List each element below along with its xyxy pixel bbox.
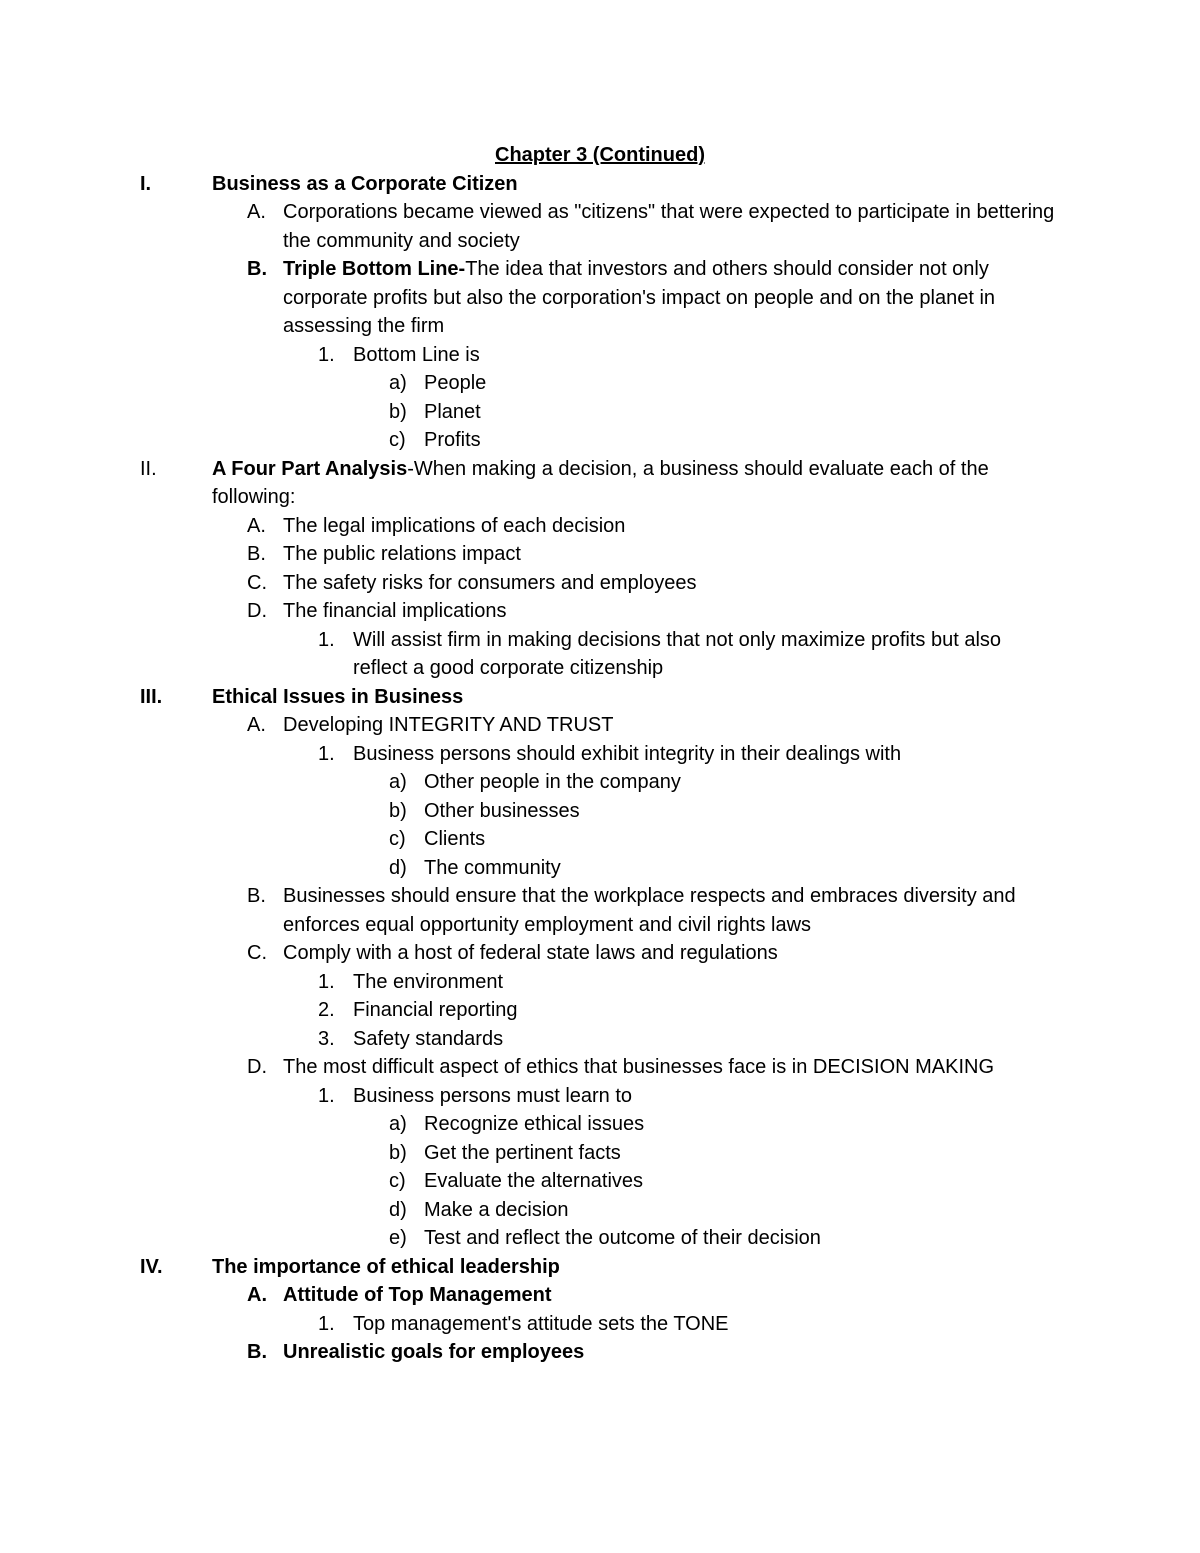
list-marker: 3. [318, 1027, 335, 1050]
list-item [0, 711, 1200, 740]
list-item-text: Evaluate the alternatives [424, 1170, 644, 1192]
list-marker: D. [247, 600, 267, 622]
list-marker: a) [389, 771, 407, 793]
list-marker: b) [389, 400, 407, 423]
list-item [0, 1139, 1200, 1168]
list-item-text: The safety risks for consumers and employees [283, 571, 697, 594]
list-marker: c) [389, 429, 406, 451]
page-title: Chapter 3 (Continued) [495, 144, 705, 166]
list-item-text: Comply with a host of federal state laws and regulations [283, 942, 778, 964]
list-item [0, 1110, 1200, 1139]
list-marker: C. [247, 571, 267, 594]
list-marker: c) [389, 828, 406, 850]
list-marker: 1. [318, 742, 335, 765]
list-item [0, 1281, 1200, 1310]
list-item-text: Top management's attitude sets the TONE [353, 1312, 729, 1335]
list-marker: D. [247, 1056, 267, 1078]
list-marker: b) [389, 799, 407, 822]
list-item [0, 426, 1200, 455]
list-item-text: Clients [424, 828, 486, 850]
section-title: The importance of ethical leadership [212, 1255, 560, 1278]
list-item-text: Will assist firm in making decisions that not only maximize profits but also reflect a good corporate citizenship [353, 628, 1002, 679]
section-title: Business as a Corporate Citizen [212, 172, 518, 195]
list-item [0, 1196, 1200, 1225]
list-marker: d) [389, 856, 407, 879]
list-marker: A. [247, 514, 266, 537]
list-item [0, 512, 1200, 541]
list-marker: 1. [318, 343, 335, 366]
list-marker: a) [389, 1113, 407, 1135]
list-marker: III. [140, 685, 163, 708]
list-item [0, 768, 1200, 797]
list-marker: b) [389, 1141, 407, 1164]
list-item-text: Bottom Line is [353, 343, 480, 366]
term: A Four Part Analysis [212, 457, 408, 480]
list-item-text: People [424, 372, 487, 394]
list-item [0, 1224, 1200, 1253]
list-item [0, 255, 1200, 341]
list-marker: B. [247, 543, 266, 565]
list-marker: B. [247, 1341, 267, 1363]
list-item [0, 1310, 1200, 1339]
list-item [0, 797, 1200, 826]
list-item-text: Developing INTEGRITY AND TRUST [283, 714, 614, 736]
list-item [0, 1025, 1200, 1054]
list-marker: A. [247, 1284, 267, 1306]
list-item-text: Attitude of Top Management [283, 1284, 552, 1306]
list-item [0, 996, 1200, 1025]
list-item [0, 968, 1200, 997]
list-item-text: The financial implications [283, 600, 507, 622]
list-item [0, 1053, 1200, 1082]
section-heading [0, 683, 1200, 712]
list-item [0, 740, 1200, 769]
list-marker: 1. [318, 628, 335, 651]
list-marker: B. [247, 258, 267, 280]
list-marker: B. [247, 885, 266, 907]
list-item-text: Unrealistic goals for employees [283, 1341, 585, 1363]
list-item-text: Safety standards [353, 1027, 504, 1050]
list-marker: 2. [318, 999, 335, 1021]
list-item [0, 626, 1200, 683]
list-marker: II. [140, 457, 157, 480]
list-item-text: Other people in the company [424, 771, 681, 793]
list-item-text: Make a decision [424, 1198, 569, 1221]
list-marker: a) [389, 372, 407, 394]
list-item-text: The public relations impact [283, 543, 521, 565]
list-item-text: Business persons must learn to [353, 1084, 633, 1107]
list-marker: c) [389, 1170, 406, 1192]
list-item [0, 854, 1200, 883]
list-item-text: Business persons should exhibit integrity in their dealings with [353, 742, 902, 765]
list-item-text: Planet [424, 400, 481, 423]
list-item-text: The most difficult aspect of ethics that businesses face is in DECISION MAKING [283, 1056, 995, 1078]
list-item [0, 341, 1200, 370]
definition: -When making a decision, a business should evaluate each of the following: [212, 457, 989, 508]
list-item-text: The legal implications of each decision [283, 514, 626, 537]
list-marker: A. [247, 714, 266, 736]
list-item [0, 198, 1200, 255]
list-item-text: Other businesses [424, 799, 580, 822]
list-item-text: Corporations became viewed as "citizens" that were expected to participate in bettering the community and society [283, 201, 1055, 252]
list-marker: d) [389, 1198, 407, 1221]
list-marker: A. [247, 201, 266, 223]
outline [0, 170, 1200, 1367]
section-heading [0, 1253, 1200, 1282]
list-marker: I. [140, 172, 152, 195]
list-item [0, 597, 1200, 626]
list-item-text: Businesses should ensure that the workplace respects and embraces diversity and enforces equal opportunity employment and civil rights laws [283, 885, 1016, 936]
list-item [0, 882, 1200, 939]
list-item-text: Profits [424, 429, 481, 451]
list-item-text: The community [424, 856, 561, 879]
section-heading [0, 455, 1200, 512]
section-heading [0, 170, 1200, 199]
list-item-text [283, 255, 1058, 341]
list-marker: 1. [318, 1312, 335, 1335]
list-item-text: The environment [353, 970, 504, 993]
list-item [0, 569, 1200, 598]
list-marker: 1. [318, 970, 335, 993]
list-item-text: Test and reflect the outcome of their decision [424, 1227, 821, 1249]
term: Triple Bottom Line- [283, 258, 466, 280]
list-item [0, 540, 1200, 569]
list-item-text: Recognize ethical issues [424, 1113, 645, 1135]
list-marker: C. [247, 942, 267, 964]
list-marker: e) [389, 1227, 407, 1249]
list-item-text: Get the pertinent facts [424, 1141, 621, 1164]
list-item-text: Financial reporting [353, 999, 518, 1021]
list-item [0, 1167, 1200, 1196]
list-marker: IV. [140, 1255, 163, 1278]
list-marker: 1. [318, 1084, 335, 1107]
list-item [0, 369, 1200, 398]
section-title: Ethical Issues in Business [212, 685, 464, 708]
list-item [0, 398, 1200, 427]
section-title [212, 455, 1062, 512]
definition: The idea that investors and others should consider not only corporate profits but also the corporation's impact on people and on the planet in assessing the firm [283, 258, 996, 337]
list-item [0, 825, 1200, 854]
list-item [0, 1082, 1200, 1111]
list-item [0, 1338, 1200, 1367]
list-item [0, 939, 1200, 968]
